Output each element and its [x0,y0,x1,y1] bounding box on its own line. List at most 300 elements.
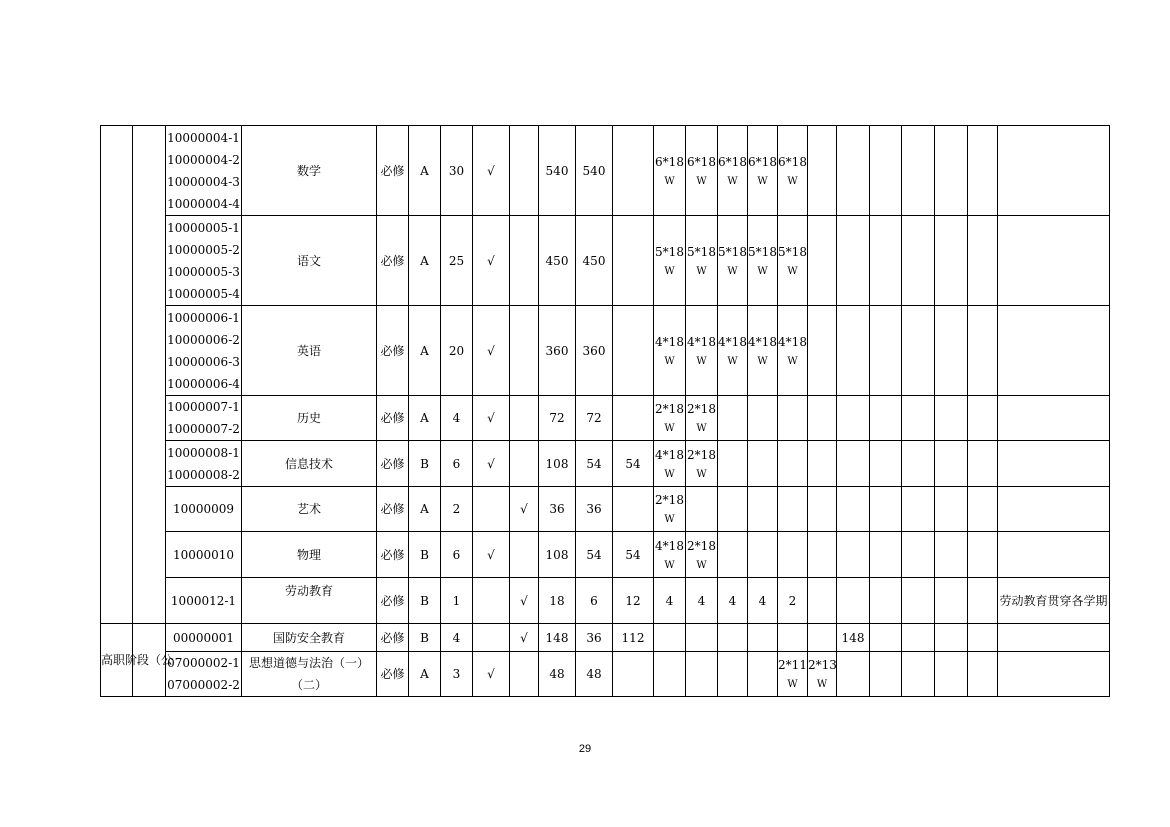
course-code-line: 1000012-1 [170,593,237,608]
schedule-s2 [686,487,718,532]
schedule-s2 [686,216,718,306]
weeks-unit: W [787,175,798,187]
cell-total: 108 [539,532,576,578]
cell-check [510,216,539,306]
cell-credits: 4 [441,624,473,652]
hours-per-week: 2*11 [778,658,807,672]
course-code-line: 10000006-4 [167,376,240,391]
schedule-s7: 148 [837,624,870,652]
schedule-s5 [778,126,808,216]
schedule-s3 [718,396,748,441]
weeks-unit: W [664,423,675,434]
schedule-s9 [902,624,935,652]
weeks-unit: W [664,468,675,480]
weeks-unit: W [696,468,707,480]
table-row [101,532,1110,578]
curriculum-table [100,125,1110,697]
cell-exam [473,624,510,652]
remarks-cell [998,126,1110,216]
schedule-s6 [808,396,837,441]
cell-check [510,532,539,578]
weeks-unit: W [696,559,707,571]
schedule-s2 [686,441,718,487]
cell-cat: A [409,306,441,396]
schedule-s1 [654,652,686,697]
cell-credits: 25 [441,216,473,306]
cell-check [510,306,539,396]
course-name: 语文 [242,216,377,306]
cell-theory: 450 [576,216,613,306]
cell-theory: 6 [576,578,613,624]
cell-cat: B [409,532,441,578]
weeks-unit: W [664,514,675,525]
cell-credits: 6 [441,532,473,578]
weeks-unit: W [664,355,675,367]
hours-per-week: 2*13 [808,658,837,672]
schedule-s4 [748,306,778,396]
schedule-s1 [654,624,686,652]
schedule-s3: 4 [718,578,748,624]
course-code [166,652,242,697]
schedule-s5 [778,532,808,578]
course-code-line: 07000002-2 [167,678,240,692]
cell-check [510,126,539,216]
schedule-s5 [778,624,808,652]
schedule-s8 [870,578,902,624]
cell-type: 必修 [377,396,409,441]
schedule-s2 [686,652,718,697]
cell-exam: √ [473,532,510,578]
hours-per-week: 5*18 [748,244,777,259]
cell-total: 36 [539,487,576,532]
cell-check [510,396,539,441]
hours-per-week: 6*18 [748,154,777,169]
schedule-s10 [935,578,968,624]
schedule-s8 [870,396,902,441]
remarks-cell [998,396,1110,441]
schedule-s11 [968,652,998,697]
schedule-s7 [837,578,870,624]
cell-check [510,441,539,487]
schedule-s3 [718,532,748,578]
weeks-unit: W [727,265,738,277]
course-code-line: 10000005-2 [167,242,240,257]
cell-cat: A [409,652,441,697]
hours-per-week: 4*18 [687,334,716,349]
hours-per-week: 6*18 [655,154,684,169]
table-row [101,578,1110,624]
schedule-s7 [837,126,870,216]
schedule-s5 [778,396,808,441]
cell-cat: A [409,487,441,532]
schedule-s11 [968,306,998,396]
schedule-s2 [686,532,718,578]
schedule-s7 [837,216,870,306]
hours-per-week: 5*18 [778,244,807,259]
schedule-s9 [902,578,935,624]
cell-total: 540 [539,126,576,216]
schedule-s3 [718,441,748,487]
course-code [166,487,242,532]
course-name-line: 思想道德与法治（一） [248,656,369,670]
schedule-s10 [935,126,968,216]
course-code-line: 10000006-1 [167,310,240,325]
cell-practice [613,487,654,532]
page-number: 29 [578,743,592,755]
schedule-s11 [968,216,998,306]
cell-check: √ [510,624,539,652]
schedule-s2 [686,396,718,441]
schedule-s4 [748,532,778,578]
schedule-s7 [837,652,870,697]
weeks-unit: W [696,423,707,434]
hours-per-week: 2*18 [687,538,716,553]
course-code-line: 07000002-1 [167,656,240,670]
course-code-line: 10000007-1 [167,400,240,414]
schedule-s9 [902,216,935,306]
hours-per-week: 4*18 [655,447,684,462]
schedule-s5 [778,487,808,532]
schedule-s8 [870,306,902,396]
schedule-s8 [870,532,902,578]
remarks-cell [998,441,1110,487]
schedule-s10 [935,216,968,306]
cell-theory: 72 [576,396,613,441]
weeks-unit: W [787,355,798,367]
cell-exam [473,578,510,624]
cell-practice [613,216,654,306]
cell-exam: √ [473,652,510,697]
schedule-s1 [654,532,686,578]
cell-type: 必修 [377,652,409,697]
schedule-s11 [968,532,998,578]
cell-cat: A [409,216,441,306]
hours-per-week: 4*18 [655,538,684,553]
cell-cat: B [409,578,441,624]
table-row [101,624,1110,652]
schedule-s10 [935,532,968,578]
schedule-s7 [837,487,870,532]
cell-credits: 1 [441,578,473,624]
schedule-s3 [718,126,748,216]
cell-check: √ [510,578,539,624]
category-cell [101,126,133,624]
schedule-s4 [748,624,778,652]
weeks-unit: W [696,265,707,277]
cell-credits: 6 [441,441,473,487]
schedule-s9 [902,652,935,697]
course-code-line: 10000005-4 [167,286,240,301]
cell-exam [473,487,510,532]
cell-check [510,652,539,697]
cell-practice [613,652,654,697]
schedule-s11 [968,578,998,624]
schedule-s6 [808,126,837,216]
course-code [166,624,242,652]
cell-type: 必修 [377,216,409,306]
schedule-s4 [748,652,778,697]
hours-per-week: 4*18 [778,334,807,349]
weeks-unit: W [787,679,798,690]
hours-per-week: 6*18 [687,154,716,169]
cell-total: 72 [539,396,576,441]
schedule-s1 [654,396,686,441]
cell-total: 18 [539,578,576,624]
course-code [166,441,242,487]
course-code [166,306,242,396]
course-code-line: 10000007-2 [167,422,240,436]
cell-type: 必修 [377,306,409,396]
course-code [166,396,242,441]
schedule-s3 [718,624,748,652]
schedule-s5 [778,441,808,487]
cell-check: √ [510,487,539,532]
hours-per-week: 4*18 [748,334,777,349]
cell-theory: 360 [576,306,613,396]
course-name-line: （二） [290,678,327,692]
cell-practice [613,306,654,396]
cell-total: 148 [539,624,576,652]
table-row [101,441,1110,487]
schedule-s10 [935,441,968,487]
cell-practice: 12 [613,578,654,624]
course-code-line: 10000008-2 [167,467,240,482]
schedule-s10 [935,652,968,697]
table-row [101,396,1110,441]
schedule-s1 [654,441,686,487]
cell-type: 必修 [377,578,409,624]
schedule-s9 [902,126,935,216]
course-code-line: 10000010 [172,547,235,562]
weeks-unit: W [757,175,768,187]
weeks-unit: W [696,355,707,367]
schedule-s5 [778,652,808,697]
hours-per-week: 2*18 [655,493,684,507]
course-code [166,532,242,578]
schedule-s1 [654,126,686,216]
schedule-s8 [870,652,902,697]
course-code-line: 10000004-4 [167,196,240,211]
schedule-s3 [718,487,748,532]
schedule-s1 [654,487,686,532]
schedule-s5: 2 [778,578,808,624]
schedule-s4 [748,396,778,441]
course-name: 英语 [242,306,377,396]
schedule-s8 [870,126,902,216]
weeks-unit: W [787,265,798,277]
course-name: 历史 [242,396,377,441]
cell-exam: √ [473,126,510,216]
schedule-s6 [808,624,837,652]
schedule-s11 [968,126,998,216]
schedule-s7 [837,306,870,396]
schedule-s6 [808,652,837,697]
cell-theory: 36 [576,487,613,532]
remarks-cell: 劳动教育贯穿各学期 [998,578,1110,624]
cell-cat: B [409,441,441,487]
schedule-s1: 4 [654,578,686,624]
schedule-s9 [902,532,935,578]
schedule-s8 [870,216,902,306]
cell-theory: 48 [576,652,613,697]
stage-label: 高职阶段（公 [101,624,133,697]
course-code-line: 10000008-1 [167,445,240,460]
cell-exam: √ [473,441,510,487]
schedule-s2: 4 [686,578,718,624]
cell-credits: 3 [441,652,473,697]
schedule-s6 [808,441,837,487]
schedule-s9 [902,487,935,532]
schedule-s4 [748,216,778,306]
weeks-unit: W [727,355,738,367]
cell-theory: 54 [576,532,613,578]
table-row [101,306,1110,396]
cell-type: 必修 [377,126,409,216]
cell-practice [613,126,654,216]
schedule-s4: 4 [748,578,778,624]
schedule-s6 [808,306,837,396]
remarks-cell [998,306,1110,396]
cell-credits: 2 [441,487,473,532]
table-row [101,487,1110,532]
table-row [101,216,1110,306]
cell-exam: √ [473,396,510,441]
schedule-s10 [935,624,968,652]
remarks-cell [998,487,1110,532]
cell-type: 必修 [377,624,409,652]
course-code-line: 00000001 [172,630,235,645]
schedule-s4 [748,126,778,216]
cell-total: 48 [539,652,576,697]
schedule-s5 [778,216,808,306]
remarks-cell [998,216,1110,306]
schedule-s4 [748,487,778,532]
weeks-unit: W [727,175,738,187]
course-name: 劳动教育 [242,578,377,624]
schedule-s10 [935,487,968,532]
schedule-s6 [808,578,837,624]
weeks-unit: W [664,559,675,571]
schedule-s9 [902,396,935,441]
weeks-unit: W [816,679,828,690]
course-name: 物理 [242,532,377,578]
course-code-line: 10000005-1 [167,220,240,235]
schedule-s7 [837,396,870,441]
course-code-line: 10000009 [172,502,235,516]
remarks-cell [998,532,1110,578]
remarks-cell [998,652,1110,697]
hours-per-week: 2*18 [687,402,716,416]
course-code-line: 10000006-3 [167,354,240,369]
hours-per-week: 5*18 [718,244,747,259]
schedule-s4 [748,441,778,487]
hours-per-week: 5*18 [655,244,684,259]
hours-per-week: 4*18 [655,334,684,349]
subcategory-cell [133,126,166,624]
cell-credits: 20 [441,306,473,396]
cell-practice [613,396,654,441]
hours-per-week: 5*18 [687,244,716,259]
cell-credits: 4 [441,396,473,441]
schedule-s5 [778,306,808,396]
schedule-s10 [935,306,968,396]
cell-total: 360 [539,306,576,396]
schedule-s3 [718,216,748,306]
course-code [166,126,242,216]
schedule-s9 [902,306,935,396]
hours-per-week: 4*18 [718,334,747,349]
weeks-unit: W [757,355,768,367]
schedule-s9 [902,441,935,487]
schedule-s8 [870,441,902,487]
table-row [101,126,1110,216]
course-name: 数学 [242,126,377,216]
schedule-s7 [837,441,870,487]
schedule-s6 [808,532,837,578]
course-name: 艺术 [242,487,377,532]
cell-theory: 540 [576,126,613,216]
hours-per-week: 6*18 [718,154,747,169]
course-code-line: 10000006-2 [167,332,240,347]
cell-practice: 54 [613,532,654,578]
hours-per-week: 2*18 [655,402,684,416]
course-code-line: 10000004-3 [167,174,240,189]
schedule-s3 [718,652,748,697]
cell-total: 450 [539,216,576,306]
schedule-s7 [837,532,870,578]
schedule-s2 [686,624,718,652]
cell-practice: 112 [613,624,654,652]
schedule-s11 [968,396,998,441]
cell-cat: A [409,126,441,216]
cell-cat: B [409,624,441,652]
schedule-s6 [808,487,837,532]
course-code [166,216,242,306]
schedule-s8 [870,624,902,652]
schedule-s11 [968,441,998,487]
cell-exam: √ [473,306,510,396]
cell-theory: 54 [576,441,613,487]
course-name: 信息技术 [242,441,377,487]
course-code [166,578,242,624]
cell-type: 必修 [377,532,409,578]
weeks-unit: W [757,265,768,277]
schedule-s3 [718,306,748,396]
table-row [101,652,1110,697]
course-code-line: 10000005-3 [167,264,240,279]
cell-exam: √ [473,216,510,306]
hours-per-week: 2*18 [687,447,716,462]
cell-type: 必修 [377,441,409,487]
remarks-cell [998,624,1110,652]
cell-practice: 54 [613,441,654,487]
course-code-line: 10000004-1 [167,130,240,145]
course-name [242,652,377,697]
weeks-unit: W [664,265,675,277]
schedule-s6 [808,216,837,306]
schedule-s11 [968,624,998,652]
weeks-unit: W [696,175,707,187]
schedule-s11 [968,487,998,532]
cell-theory: 36 [576,624,613,652]
cell-credits: 30 [441,126,473,216]
cell-cat: A [409,396,441,441]
cell-type: 必修 [377,487,409,532]
weeks-unit: W [664,175,675,187]
schedule-s1 [654,306,686,396]
schedule-s2 [686,306,718,396]
course-code-line: 10000004-2 [167,152,240,167]
